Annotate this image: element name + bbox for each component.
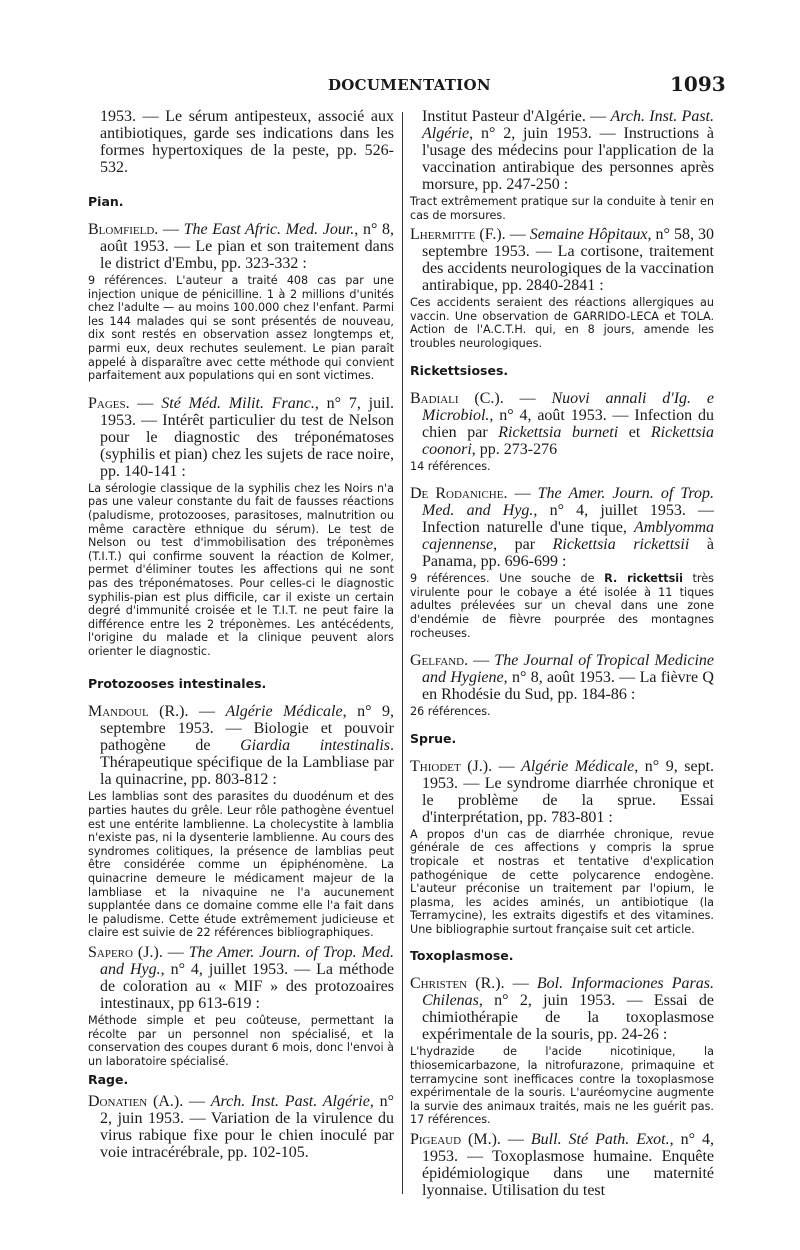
entry-journal: Sté Méd. Milit. Franc.: [161, 394, 315, 412]
entry-author: Gelfand.: [410, 652, 469, 670]
entry-summary: L'hydrazide de l'acide nicotinique, la thiosemicarbazone, la nitrofurazone, primaquine et terramycine sont inefficaces contre la toxoplasmose expérimentale de la souris. L'auréomycine augmente la survie des animaux traités, mais ne les guérit pas. 17 références.: [410, 1045, 714, 1127]
entry-details: , n° 4, juillet 1953. — La méthode de coloration au « MIF » des protozoaires intestinaux, pp 613-619 :: [100, 961, 395, 1012]
entry-summary: A propos d'un cas de diarrhée chronique, revue générale de ces affections y compris la sprue tropicale et nostras et tentative d'explication pathogénique de cette polycarence endogène. L'auteur préconise un traitement par l'opium, le plasma, les acides aminés, un antibiotique (la Terramycine), les extraits digestifs et des vitamines. Une bibliographie surtout française suit cet article.: [410, 827, 714, 936]
entry-summary: 9 références. L'auteur a traité 408 cas par une injection unique de pénicilline. 1 à 2 millions d'unités chez l'adulte — au moins 100.000 chez l'enfant. Parmi les 144 malades qui se sont présentés de nouveau, dix sont restés en observation assez longtemps et, parmi eux, deux rechutes seulement. Le pian paraît appelé à disparaître avec cette méthode qui convient parfaitement aux populations qui en sont victimes.: [88, 274, 394, 383]
bibliographic-entry: Mandoul (R.). — Algérie Médicale, n° 9, septembre 1953. — Biologie et pouvoir pathogène de Giardia intestinalis. Thérapeutique spécifique de la Lambliase par la quinacrine, pp. 803-812 :: [88, 703, 394, 789]
bibliographic-entry: Pages. — Sté Méd. Milit. Franc., n° 7, juil. 1953. — Intérêt particulier du test de Nelson pour le diagnostic des tréponématoses (syphilis et pian) chez les sujets de race noire, pp. 140-141 :: [88, 394, 395, 480]
entry-summary: Les lamblias sont des parasites du duodénum et des parties hautes du grêle. Leur rôle pathogène éventuel est une entérite lamblienne. La cholecystite à lamblia n'existe pas, ni la dysenterie lamblienne. Au cours des syndromes colitiques, la présence de lamblias peut être considérée comme un épiphénomène. La quinacrine demeure le médicament majeur de la lambliase et la nivaquine ne l'a aucunement supplantée dans ce domaine comme elle l'a fait dans le paludisme. Cette étude extrêmement judicieuse et claire est suivie de 22 références bibliographiques.: [88, 790, 394, 940]
bibliographic-entry: Lhermitte (F.). — Semaine Hôpitaux, n° 58, 30 septembre 1953. — La cortisone, traitement des accidents neurologiques de la vaccination antirabique, pp. 2840-2841 :: [410, 226, 714, 295]
entry-details: , n° 8, août 1953. — Le pian et son traitement dans le district d'Embu, pp. 323-332 :: [100, 221, 394, 272]
entry-species: Rickettsia coonori: [422, 423, 714, 458]
entry-author: De Rodaniche.: [410, 485, 508, 503]
entry-summary: 14 références.: [410, 459, 491, 473]
entry-species: Rickettsia rickettsii: [552, 536, 690, 554]
bibliographic-entry: Donatien (A.). — Arch. Inst. Past. Algérie, n° 2, juin 1953. — Variation de la virulence du virus rabique fixe pour le chien inoculé par voie intracérébrale, pp. 102-105.: [88, 1093, 394, 1162]
section-heading-sprue: Sprue.: [410, 730, 457, 746]
entry-author: Donatien: [88, 1093, 148, 1111]
bibliographic-entry: De Rodaniche. — The Amer. Journ. of Trop. Med. and Hyg., n° 4, juillet 1953. — Infection naturelle d'une tique, Amblyomma cajennense, par Rickettsia rickettsii à Panama, pp. 696-699 :: [410, 485, 715, 571]
entry-summary: La sérologie classique de la syphilis chez les Noirs n'a pas une valeur constante du fait de fausses réactions (paludisme, protozooses, parasitoses, malnutrition ou même caractère ethnique du sérum). Le test de Nelson ou test d'immobilisation des tréponèmes (T.I.T.) qui confirme souvent la réaction de Kolmer, permet d'éliminer toutes les affections qui ne sont pas des tréponématoses. Pour celles-ci le diagnostic syphilis-pian est plus difficile, car il existe un certain degré d'immunité croisée et le T.I.T. ne peut faire la différence entre les 2 tréponèmes. Les antécédents, l'origine du malade et la clinique peuvent alors orienter le diagnostic.: [88, 481, 394, 658]
section-heading-pian: Pian.: [88, 194, 124, 209]
entry-author: Pages.: [88, 394, 130, 412]
page-number: 1093: [670, 72, 726, 96]
entry-author: Badiali: [410, 389, 459, 407]
right-column: [410, 108, 714, 1201]
entry-author: Thiodet: [410, 757, 461, 775]
bibliographic-entry: Pigeaud (M.). — Bull. Sté Path. Exot., n° 4, 1953. — Toxoplasmose humaine. Enquête épidémiologique dans une maternité lyonnaise. Utilisation du test: [410, 1131, 714, 1200]
entry-journal: The East Afric. Med. Jour.: [183, 221, 355, 238]
running-head: [0, 72, 800, 100]
entry-journal: The Journal of Tropical Medicine and Hygiene: [422, 652, 714, 687]
running-title: DOCUMENTATION: [328, 76, 491, 94]
entry-details: . Thérapeutique spécifique de la Lambliase par la quinacrine, pp. 803-812 :: [100, 737, 394, 789]
entry-details: , n° 2, juin 1953. — Variation de la virulence du virus rabique fixe pour le chien inoculé par voie intracérébrale, pp. 102-105.: [100, 1093, 394, 1162]
entry-details: , n° 7, juil. 1953. — Intérêt particulier du test de Nelson pour le diagnostic des tréponématoses (syphilis et pian) chez les sujets de race noire, pp. 140-141 :: [100, 394, 395, 480]
section-heading-rickettsioses: Rickettsioses.: [410, 362, 509, 378]
entry-journal: Algérie Médicale: [521, 757, 635, 775]
entry-details: , n° 2, juin 1953. — Instructions à l'usage des médecins pour l'application de la vaccination antirabique des personnes après morsure, pp. 247-250 :: [422, 125, 714, 193]
entry-journal: The Amer. Journ. of Trop. Med. and Hyg.: [422, 485, 715, 520]
entry-species: Rickettsia burneti: [498, 423, 619, 441]
entry-author: Blomfield.: [88, 221, 159, 238]
species-name: R. rickettsii: [604, 572, 683, 586]
bibliographic-entry: Christen (R.). — Bol. Informaciones Paras. Chilenas, n° 2, juin 1953. — Essai de chimiothérapie de la toxoplasmose expérimentale de la souris, pp. 24-26 :: [410, 975, 715, 1044]
entry-species: Giardia intestinalis: [240, 737, 390, 755]
entry-journal: Arch. Inst. Past. Algérie: [210, 1093, 370, 1111]
entry-journal: Bol. Informaciones Paras. Chilenas: [422, 975, 715, 1010]
bibliographic-entry: Sapero (J.). — The Amer. Journ. of Trop. Med. and Hyg., n° 4, juillet 1953. — La méthode de coloration au « MIF » des protozoaires intestinaux, pp 613-619 :: [88, 944, 395, 1012]
bibliographic-entry: Badiali (C.). — Nuovi annali d'Ig. e Microbiol., n° 4, août 1953. — Infection du chien par Rickettsia burneti et Rickettsia coonori, pp. 273-276: [410, 389, 715, 458]
column-rule: [402, 112, 403, 1194]
entry-details: , n° 9, sept. 1953. — Le syndrome diarrhée chronique et le problème de la sprue. Essai d'interprétation, pp. 783-801 :: [422, 757, 715, 826]
entry-summary: Ces accidents seraient des réactions allergiques au vaccin. Une observation de GARRIDO-LECA et TOLA. Action de l'A.C.T.H. qui, en 8 jours, amende les troubles neurologiques.: [410, 296, 714, 350]
entry-details: à Panama, pp. 696-699 :: [422, 536, 714, 571]
entry-details: , pp. 273-276: [471, 440, 558, 458]
entry-journal: Algérie Médicale: [225, 703, 343, 721]
entry-author: Mandoul: [88, 703, 149, 721]
section-heading-rage: Rage.: [88, 1072, 129, 1088]
bibliographic-entry: Gelfand. — The Journal of Tropical Medicine and Hygiene, n° 8, août 1953. — La fièvre Q en Rhodésie du Sud, pp. 184-86 :: [410, 652, 714, 704]
entry-journal: Semaine Hôpitaux: [529, 226, 648, 244]
entry-continuation: Institut Pasteur d'Algérie. — Arch. Inst. Past. Algérie, n° 2, juin 1953. — Instructions à l'usage des médecins pour l'application de la vaccination antirabique des personnes après morsure, pp. 247-250 :: [422, 108, 715, 193]
entry-summary: 26 références.: [410, 705, 491, 719]
bibliographic-entry: Blomfield. — The East Afric. Med. Jour., n° 8, août 1953. — Le pian et son traitement dans le district d'Embu, pp. 323-332 :: [88, 221, 394, 272]
entry-author: Pigeaud: [410, 1131, 462, 1149]
entry-species: Amblyomma cajennense: [422, 519, 714, 554]
entry-details: , n° 4, 1953. — Toxoplasmose humaine. Enquête épidémiologique dans une maternité lyonnaise. Utilisation du test: [422, 1131, 714, 1200]
entry-details: , n° 2, juin 1953. — Essai de chimiothérapie de la toxoplasmose expérimentale de la souris, pp. 24-26 :: [422, 992, 714, 1044]
entry-summary: Tract extrêmement pratique sur la conduite à tenir en cas de morsures.: [410, 195, 714, 222]
section-heading-protozooses: Protozooses intestinales.: [88, 676, 267, 692]
entry-author: Sapero: [88, 944, 133, 961]
entry-continuation: 1953. — Le sérum antipesteux, associé aux antibiotiques, garde ses indications dans les formes hypertoxiques de la peste, pp. 526-532.: [100, 108, 394, 176]
entry-journal: The Amer. Journ. of Trop. Med. and Hyg.: [100, 944, 394, 978]
entry-journal: Bull. Sté Path. Exot.: [530, 1131, 670, 1149]
entry-details: , n° 58, 30 septembre 1953. — La cortisone, traitement des accidents neurologiques de la vaccination antirabique, pp. 2840-2841 :: [422, 226, 714, 295]
left-column: [88, 108, 394, 1163]
entry-details: , n° 8, août 1953. — La fièvre Q en Rhodésie du Sud, pp. 184-86 :: [422, 669, 714, 704]
entry-author: Lhermitte: [410, 226, 476, 244]
entry-journal: Nuovi annali d'Ig. e Microbiol.: [422, 389, 715, 424]
bibliographic-entry: Thiodet (J.). — Algérie Médicale, n° 9, sept. 1953. — Le syndrome diarrhée chronique et le problème de la sprue. Essai d'interprétation, pp. 783-801 :: [410, 757, 715, 826]
section-heading-toxoplasmose: Toxoplasmose.: [410, 948, 514, 964]
entry-author: Christen: [410, 975, 468, 993]
entry-summary: Méthode simple et peu coûteuse, permettant la récolte par un personnel non spécialisé, et la conservation des coupes durant 6 mois, donc l'envoi à un laboratoire spécialisé.: [88, 1014, 394, 1068]
entry-journal: Arch. Inst. Past. Algérie: [422, 108, 715, 142]
entry-summary: 9 références. Une souche de R. rickettsii très virulente pour le cobaye a été isolée à 11 tiques adultes prélevées sur un cheval dans une zone d'endémie de fièvre pourprée des montagnes rocheuses.: [410, 572, 714, 640]
